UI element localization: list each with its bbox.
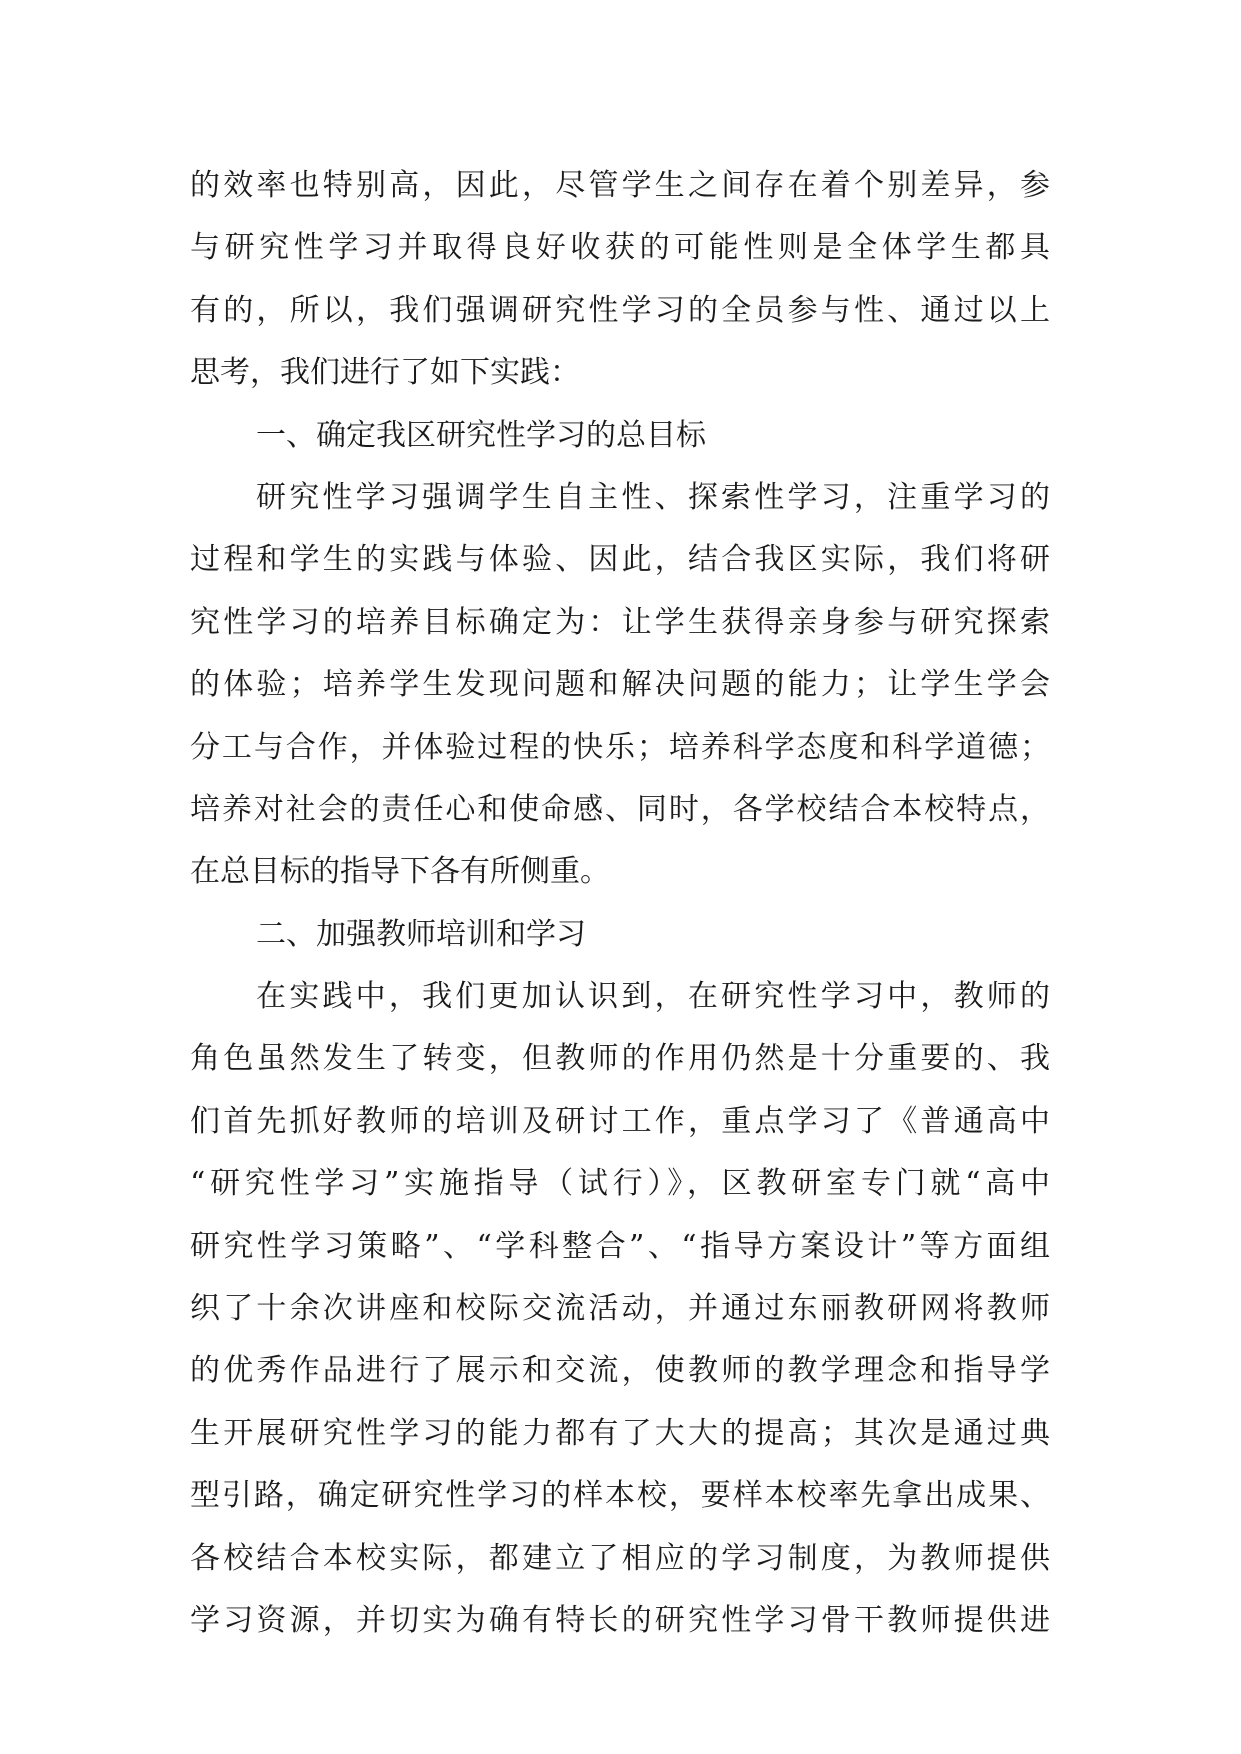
text-line: 有的，所以，我们强调研究性学习的全员参与性、通过以上 [190, 292, 1050, 328]
text-line: 分工与合作，并体验过程的快乐；培养科学态度和科学道德； [190, 729, 1050, 765]
text-line: 的效率也特别高，因此，尽管学生之间存在着个别差异，参 [190, 168, 1050, 203]
text-line: 学习资源，并切实为确有特长的研究性学习骨干教师提供进 [190, 1602, 1050, 1638]
text-line: 研究性学习强调学生自主性、探索性学习，注重学习的 [256, 479, 1050, 515]
text-line: 过程和学生的实践与体验、因此，结合我区实际，我们将研 [190, 542, 1050, 578]
text-line: 的优秀作品进行了展示和交流，使教师的教学理念和指导学 [190, 1353, 1050, 1389]
text-line: 究性学习的培养目标确定为：让学生获得亲身参与研究探索 [190, 604, 1050, 640]
document-body [190, 155, 1050, 1652]
text-line: 思考，我们进行了如下实践： [190, 355, 580, 391]
text-line: 织了十余次讲座和校际交流活动，并通过东丽教研网将教师 [190, 1291, 1050, 1327]
text-line: “研究性学习”实施指导（试行）》，区教研室专门就“高中 [190, 1166, 1050, 1202]
text-line: 研究性学习策略”、“学科整合”、“指导方案设计”等方面组 [190, 1228, 1050, 1264]
text-line: 生开展研究性学习的能力都有了大大的提高；其次是通过典 [190, 1415, 1050, 1451]
text-line: 各校结合本校实际，都建立了相应的学习制度，为教师提供 [190, 1540, 1050, 1576]
text-line: 角色虽然发生了转变，但教师的作用仍然是十分重要的、我 [190, 1041, 1050, 1077]
section-heading: 二、加强教师培训和学习 [256, 916, 586, 952]
text-line: 的体验；培养学生发现问题和解决问题的能力；让学生学会 [190, 667, 1050, 703]
text-line: 在实践中，我们更加认识到，在研究性学习中，教师的 [256, 979, 1050, 1015]
text-line: 培养对社会的责任心和使命感、同时，各学校结合本校特点， [190, 791, 1050, 827]
section-heading: 一、确定我区研究性学习的总目标 [256, 417, 706, 453]
text-line: 与研究性学习并取得良好收获的可能性则是全体学生都具 [190, 230, 1050, 266]
text-line: 型引路，确定研究性学习的样本校，要样本校率先拿出成果、 [190, 1478, 1050, 1514]
text-line: 们首先抓好教师的培训及研讨工作，重点学习了《普通高中 [190, 1103, 1050, 1139]
text-line: 在总目标的指导下各有所侧重。 [190, 854, 610, 890]
